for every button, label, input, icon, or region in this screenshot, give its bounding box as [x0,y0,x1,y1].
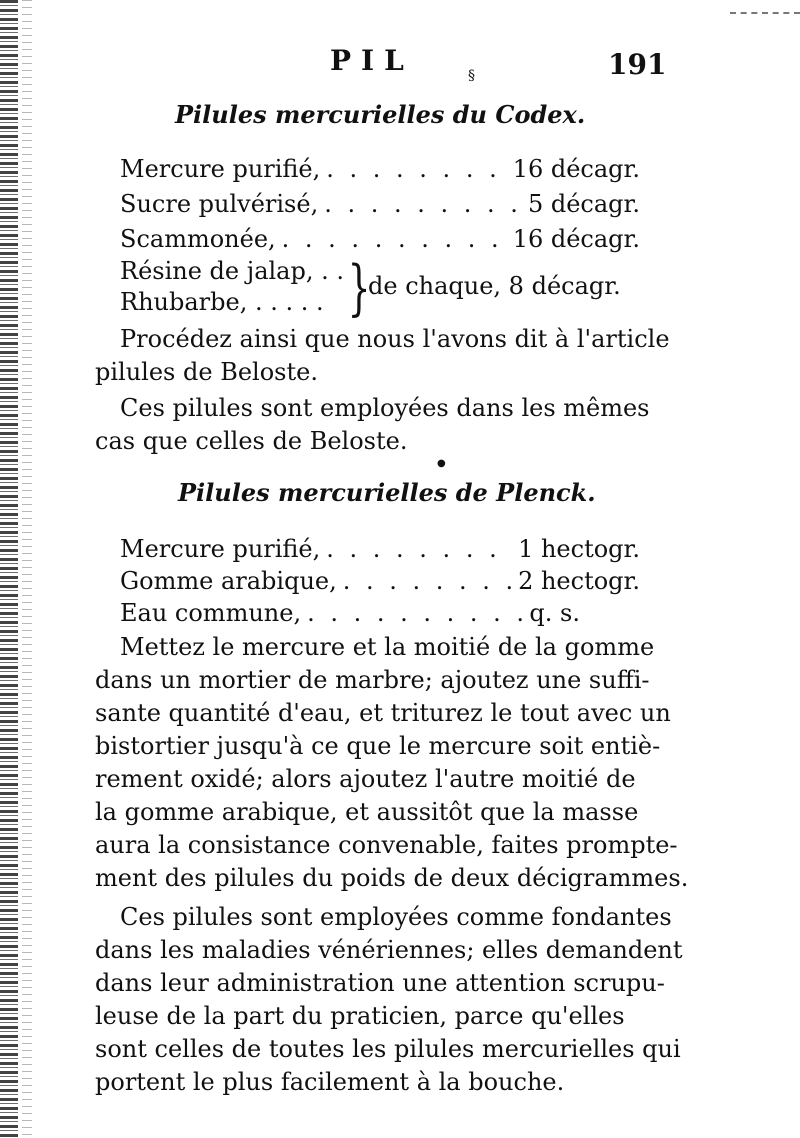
paragraph-line: rement oxidé; alors ajoutez l'autre moitié de [95,765,636,793]
ingredient-quantity: 2 hectogr. [518,567,640,595]
ingredient-name: Sucre pulvérisé, [120,190,319,218]
ingredient-name: Scammonée, [120,225,276,253]
page-number: 191 [608,48,667,81]
leader-dots [343,567,512,595]
page-corner-edge [730,0,800,14]
ingredient-name: Mercure purifié, [120,535,321,563]
leader-dots [326,535,512,563]
paragraph-line: ment des pilules du poids de deux décigrammes. [95,864,689,892]
paragraph-line: Mettez le mercure et la moitié de la gomme [120,633,655,661]
paragraph-line: leuse de la part du praticien, parce qu'elles [95,1002,625,1030]
paragraph-line: sante quantité d'eau, et triturez le tout avec un [95,699,671,727]
grouped-quantity: de chaque, 8 décagr. [368,272,621,300]
ingredient-row [120,155,640,183]
paragraph-line: dans un mortier de marbre; ajoutez une suffi- [95,666,650,694]
ingredient-quantity: 1 hectogr. [518,535,640,563]
running-title: PIL [330,44,414,77]
paragraph-line: pilules de Beloste. [95,358,318,386]
ingredient-row [120,535,640,563]
paragraph-line: aura la consistance convenable, faites prompte- [95,831,678,859]
ingredient-row [120,567,640,595]
separator-dot: ● [437,458,446,469]
leader-dots [326,155,506,183]
ink-blot-icon: § [468,68,475,84]
paragraph-line: Procédez ainsi que nous l'avons dit à l'article [120,325,670,353]
paragraph-line: Ces pilules sont employées comme fondantes [120,903,672,931]
ingredient-row [120,190,640,218]
ingredient-quantity: 5 décagr. [527,190,640,218]
brace-icon: } [347,253,371,323]
section-title-codex: Pilules mercurielles du Codex. [175,100,586,129]
ingredient-quantity: 16 décagr. [512,225,640,253]
paragraph-line: cas que celles de Beloste. [95,427,408,455]
ingredient-name: Gomme arabique, [120,567,337,595]
page-header [0,40,800,84]
ingredient-quantity: q. s. [529,599,580,627]
section-title-plenck: Pilules mercurielles de Plenck. [178,478,596,507]
leader-dots [282,225,507,253]
ingredient-row [120,599,580,627]
paragraph-line: bistortier jusqu'à ce que le mercure soit entiè- [95,732,661,760]
binding-edge [0,0,18,1138]
paragraph-line: sont celles de toutes les pilules mercurielles qui [95,1035,681,1063]
paragraph-line: portent le plus facilement à la bouche. [95,1068,565,1096]
ingredient-quantity: 16 décagr. [512,155,640,183]
binding-shadow [22,0,32,1138]
paragraph-line: la gomme arabique, et aussitôt que la masse [95,798,639,826]
paragraph-line: dans leur administration une attention scrupu- [95,969,665,997]
ingredient-name: Eau commune, [120,599,302,627]
paragraph-line: Ces pilules sont employées dans les mêmes [120,394,650,422]
leader-dots [307,599,523,627]
leader-dots [324,190,522,218]
ingredient-row [120,225,640,253]
grouped-ingredient: Résine de jalap, . . [120,257,344,285]
ingredient-name: Mercure purifié, [120,155,321,183]
paragraph-line: dans les maladies vénériennes; elles demandent [95,936,683,964]
grouped-ingredient: Rhubarbe, . . . . . [120,288,324,316]
